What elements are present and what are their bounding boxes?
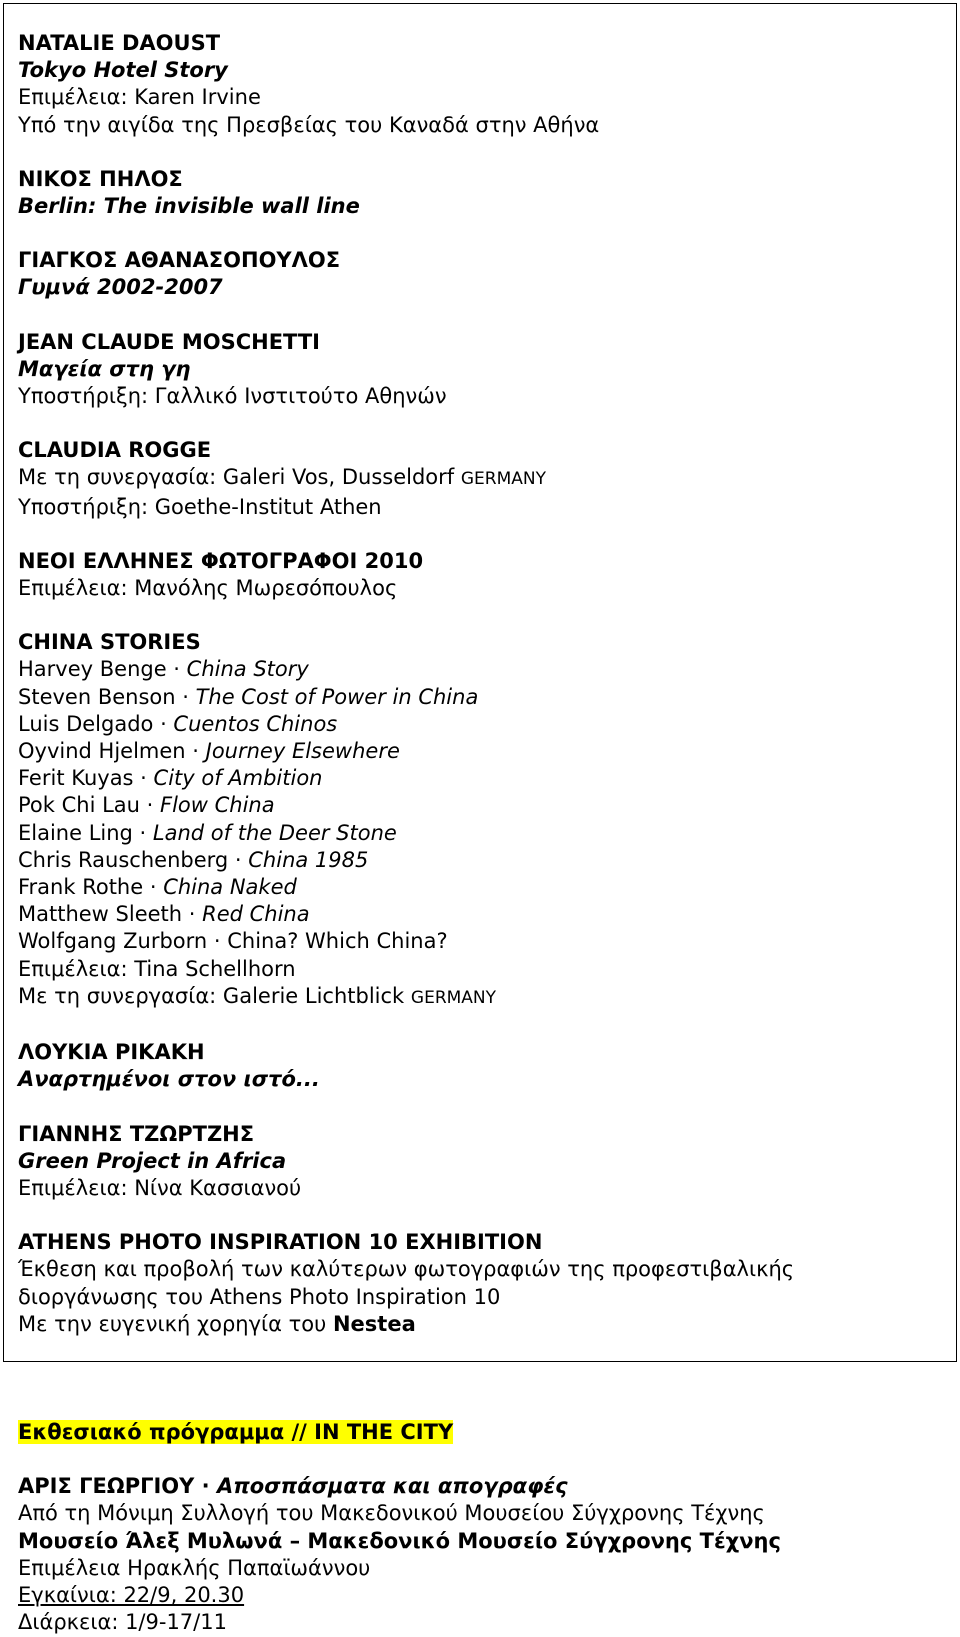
entry-tzortzis — [18, 1121, 938, 1203]
artist-name: NATALIE DAOUST — [18, 31, 221, 55]
entry-athens-photo-inspiration — [18, 1229, 938, 1338]
list-item — [18, 738, 938, 765]
patronage-line: Υπό την αιγίδα της Πρεσβείας του Καναδά στην Αθήνα — [18, 112, 600, 137]
entry-claudia-rogge — [18, 437, 938, 521]
work-title: China Story — [186, 657, 309, 682]
entry-loukia-rikaki — [18, 1039, 938, 1093]
list-item — [18, 765, 938, 792]
exhibition-title: Αποσπάσματα και απογραφές — [216, 1474, 568, 1499]
work-title: Journey Elsewhere — [205, 739, 400, 764]
list-item: Wolfgang Zurborn · China? Which China? — [18, 929, 448, 954]
duration-line: Διάρκεια: 1/9-17/11 — [18, 1610, 227, 1635]
list-item — [18, 820, 938, 847]
entry-nikos-pilos — [18, 166, 938, 220]
list-item — [18, 792, 938, 819]
work-title: Flow China — [160, 793, 275, 818]
artist: Oyvind Hjelmen · — [18, 739, 206, 764]
exhibition-title: Γυμνά 2002-2007 — [18, 275, 223, 300]
artist: Frank Rothe · — [18, 875, 164, 900]
sponsor-line — [18, 1311, 938, 1338]
work-title: Land of the Deer Stone — [152, 820, 397, 845]
section-heading: Εκθεσιακό πρόγραμμα // IN THE CITY — [18, 1420, 454, 1444]
sponsor-prefix: Με την ευγενική χορηγία του — [18, 1311, 333, 1336]
support-line: Υποστήριξη: Γαλλικό Ινστιτούτο Αθηνών — [18, 384, 447, 409]
artist: Pok Chi Lau · — [18, 793, 160, 818]
list-item — [18, 656, 938, 683]
support-line: Υποστήριξη: Goethe-Institut Athen — [18, 494, 382, 519]
work-title: City of Ambition — [153, 766, 323, 791]
collection-line: Από τη Μόνιμη Συλλογή του Μακεδονικού Μουσείου Σύγχρονης Τέχνης — [18, 1501, 765, 1526]
artist-name: ΝΙΚΟΣ ΠΗΛΟΣ — [18, 166, 183, 191]
entry-athanasopoulos — [18, 247, 938, 301]
work-title: Red China — [202, 902, 310, 927]
opening-line: Εγκαίνια: 22/9, 20.30 — [18, 1583, 245, 1608]
exhibition-title: Green Project in Africa — [18, 1148, 287, 1173]
artist-line — [18, 1473, 938, 1500]
artist-name: ATHENS PHOTO INSPIRATION 10 EXHIBITION — [18, 1230, 543, 1255]
venue-line: Μουσείο Άλεξ Μυλωνά – Μακεδονικό Μουσείο Σύγχρονης Τέχνης — [18, 1528, 781, 1553]
exhibition-list — [18, 30, 938, 1365]
work-title: The Cost of Power in China — [195, 684, 479, 709]
list-item — [18, 684, 938, 711]
artist-name: ΝΕΟΙ ΕΛΛΗΝΕΣ ΦΩΤΟΓΡΑΦΟΙ 2010 — [18, 548, 424, 573]
curator-line: Επιμέλεια: Μανόλης Μωρεσόπουλος — [18, 576, 398, 601]
artist-name: CHINA STORIES — [18, 630, 201, 655]
entry-natalie-daoust — [18, 30, 938, 139]
collaboration-country: GERMANY — [460, 469, 546, 490]
entry-china-stories — [18, 629, 938, 1012]
list-item — [18, 847, 938, 874]
entry-moschetti — [18, 329, 938, 411]
curator-line: Επιμέλεια: Karen Irvine — [18, 85, 261, 110]
artist-name: ΓΙΑΝΝΗΣ ΤΖΩΡΤΖΗΣ — [18, 1121, 255, 1146]
curator-line: Επιμέλεια Ηρακλής Παπαϊωάννου — [18, 1555, 371, 1580]
artist: Chris Rauschenberg · — [18, 847, 249, 872]
exhibition-title: Berlin: The invisible wall line — [18, 194, 360, 219]
collaboration-text: Με τη συνεργασία: Galerie Lichtblick — [18, 983, 405, 1008]
artist-name: ΑΡΙΣ ΓΕΩΡΓΙΟΥ · — [18, 1474, 217, 1499]
artist-name: ΓΙΑΓΚΟΣ ΑΘΑΝΑΣΟΠΟΥΛΟΣ — [18, 248, 341, 273]
curator-line: Επιμέλεια: Tina Schellhorn — [18, 956, 296, 981]
artist: Harvey Benge · — [18, 657, 187, 682]
artist: Matthew Sleeth · — [18, 902, 203, 927]
collaboration-text: Με τη συνεργασία: Galeri Vos, Dusseldorf — [18, 465, 455, 490]
artist-name: JEAN CLAUDE MOSCHETTI — [18, 329, 320, 354]
sponsor-name: Nestea — [332, 1311, 416, 1336]
collaboration-line — [18, 464, 938, 493]
artist-name: CLAUDIA ROGGE — [18, 438, 212, 463]
work-title: China 1985 — [248, 847, 369, 872]
list-item — [18, 711, 938, 738]
entry-neoi-ellines — [18, 548, 938, 602]
artist: Ferit Kuyas · — [18, 766, 154, 791]
artist: Steven Benson · — [18, 684, 196, 709]
artist: Elaine Ling · — [18, 820, 153, 845]
curator-line: Επιμέλεια: Νίνα Κασσιανού — [18, 1175, 302, 1200]
exhibition-title: Μαγεία στη γη — [18, 356, 191, 381]
description-line: διοργάνωσης του Athens Photo Inspiration 10 — [18, 1284, 501, 1309]
description-line: Έκθεση και προβολή των καλύτερων φωτογραφιών της προφεστιβαλικής — [18, 1257, 795, 1282]
collaboration-country: GERMANY — [410, 987, 497, 1008]
exhibition-title: Αναρτημένοι στον ιστό... — [18, 1067, 320, 1092]
work-title: Cuentos Chinos — [173, 711, 338, 736]
section-heading-line — [18, 1419, 938, 1446]
artist: Luis Delgado · — [18, 711, 174, 736]
artist-name: ΛΟΥΚΙΑ ΡΙΚΑΚΗ — [18, 1040, 205, 1065]
list-item — [18, 874, 938, 901]
list-item — [18, 901, 938, 928]
in-the-city-section — [18, 1419, 938, 1636]
collaboration-line — [18, 983, 938, 1012]
exhibition-title: Tokyo Hotel Story — [18, 58, 228, 83]
work-title: China Naked — [163, 875, 297, 900]
